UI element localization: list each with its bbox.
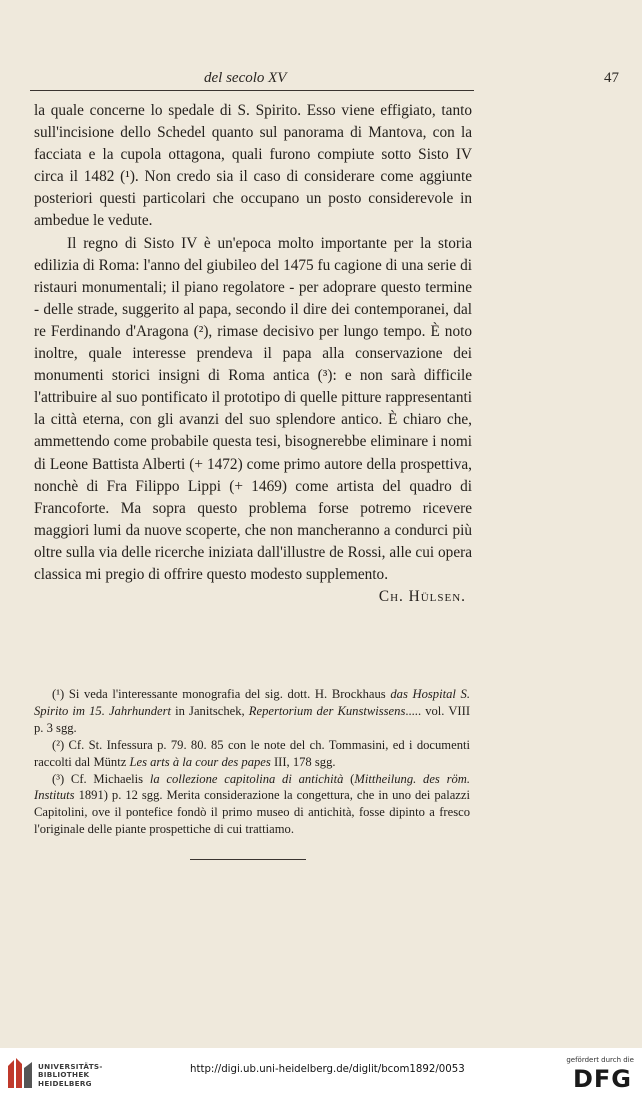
page-number: 47: [604, 70, 619, 86]
footnote-1: (¹) Si veda l'interessante monografia del sig. dott. H. Brockhaus das Hospital S. Spirito im 15. Jahrhundert in Janitschek, Repertorium der Kunstwissens..... vol. VIII p. 3 sgg.: [34, 687, 471, 735]
library-name[interactable]: UNIVERSITÄTS- BIBLIOTHEK HEIDELBERG: [38, 1062, 103, 1088]
running-title: del secolo XV: [204, 70, 287, 86]
footnotes: [34, 686, 470, 838]
paragraph-1: la quale concerne lo spedale di S. Spirito. Esso viene effigiato, tanto sull'incisione dello Schedel quanto sul panorama di Mantova, con la facciata e la cupola ottagona, quali furono compiute sotto Sisto IV circa il 1482 (¹). Non credo sia il caso di considerare come aggiunte posteriori questi particolari che occupano un posto considerevole in ambedue le vedute.: [34, 102, 472, 230]
university-logo-icon[interactable]: [6, 1056, 34, 1090]
footnote-2: (²) Cf. St. Infessura p. 79. 80. 85 con le note del ch. Tommasini, ed i documenti raccolti dal Müntz Les arts à la cour des papes III, 178 sgg.: [34, 737, 470, 769]
header-rule: [30, 90, 474, 91]
permalink-url[interactable]: http://digi.ub.uni-heidelberg.de/diglit/bcom1892/0053: [190, 1064, 465, 1075]
dfg-logo[interactable]: DFG: [572, 1065, 632, 1093]
footnote-3: (³) Cf. Michaelis la collezione capitolina di antichità (Mittheilung. des röm. Instituts 1891) p. 12 sgg. Merita considerazione la congettura, che in uno dei palazzi Capitolini, ove il pontefice fondò il primo museo di antichità, fosse dipinto a fresco l'originale delle piante prospettiche di cui trattiamo.: [34, 771, 471, 837]
end-rule: [190, 859, 306, 860]
author-signature: Ch. Hülsen.: [378, 588, 466, 606]
sponsor-label: gefördert durch die: [566, 1056, 634, 1064]
paragraph-2: Il regno di Sisto IV è un'epoca molto importante per la storia edilizia di Roma: l'anno del giubileo del 1475 fu cagione di una serie di ristauri monumentali; il piano regolatore - per adoprare questo termine - delle strade, suggerito al papa, secondo il dire dei contemporanei, dal re Ferdinando d'Aragona (²), rimase decisivo per lungo tempo. È noto inoltre, quale interesse prendeva il papa alla conservazione dei monumenti storici insigni di Roma antica (³): e non sarà difficile l'attribuire al suo pontificato il prototipo di quelle pitture rappresentanti la città eterna, con gli avanzi del suo splendore antico. È chiaro che, ammettendo come probabile questa tesi, bisognerebbe eliminare i nomi di Leone Battista Alberti (+ 1472) come primo autore della prospettiva, nonchè di Fra Filippo Lippi (+ 1469) come artista del quadro di Francoforte. Ma sopra questo problema forse potremo ricevere maggiori lumi da nuove scoperte, che non mancheranno a condurci più oltre sulla via delle ricerche iniziata dall'illustre de Rossi, alle cui opera classica mi pregio di offrire questo modesto supplemento.: [34, 234, 472, 583]
running-header: [34, 70, 619, 90]
main-text: [34, 100, 472, 608]
